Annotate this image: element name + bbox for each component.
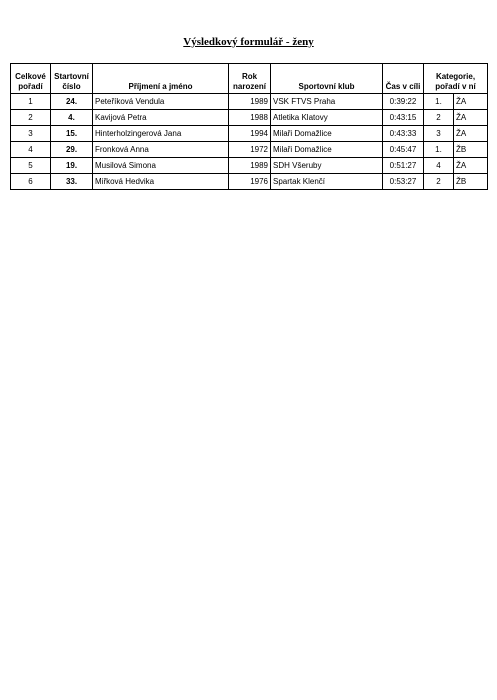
cell-finish-time: 0:43:33 <box>383 126 424 142</box>
cell-birth-year: 1994 <box>229 126 271 142</box>
cell-finish-time: 0:43:15 <box>383 110 424 126</box>
cell-birth-year: 1988 <box>229 110 271 126</box>
form-title: Výsledkový formulář - ženy <box>183 36 314 48</box>
header-row <box>11 64 488 94</box>
table-row <box>11 174 488 190</box>
cell-rank: 3 <box>11 126 51 142</box>
cell-name: Hinterholzingerová Jana <box>93 126 229 142</box>
cell-category: ŽA <box>454 94 488 110</box>
cell-rank: 1 <box>11 94 51 110</box>
cell-birth-year: 1989 <box>229 94 271 110</box>
cell-birth-year: 1976 <box>229 174 271 190</box>
header-rank: Celkové pořadí <box>11 64 51 94</box>
header-birth-year: Rok narození <box>229 64 271 94</box>
cell-start-number: 24. <box>51 94 93 110</box>
table-row <box>11 142 488 158</box>
header-start-number: Startovní číslo <box>51 64 93 94</box>
cell-category-order: 3 <box>424 126 454 142</box>
header-finish-time: Čas v cíli <box>383 64 424 94</box>
cell-start-number: 33. <box>51 174 93 190</box>
cell-name: Kavijová Petra <box>93 110 229 126</box>
cell-name: Peteříková Vendula <box>93 94 229 110</box>
table-row <box>11 110 488 126</box>
cell-category-order: 2 <box>424 110 454 126</box>
cell-category-order: 4 <box>424 158 454 174</box>
header-category: Kategorie, pořadí v ní <box>424 64 488 94</box>
cell-category: ŽB <box>454 174 488 190</box>
cell-category: ŽA <box>454 110 488 126</box>
cell-club: SDH Všeruby <box>271 158 383 174</box>
cell-birth-year: 1972 <box>229 142 271 158</box>
cell-name: Fronková Anna <box>93 142 229 158</box>
cell-category: ŽA <box>454 158 488 174</box>
header-club: Sportovní klub <box>271 64 383 94</box>
cell-name: Miřková Hedvika <box>93 174 229 190</box>
cell-finish-time: 0:53:27 <box>383 174 424 190</box>
cell-club: Milaři Domažlice <box>271 126 383 142</box>
cell-category-order: 1. <box>424 94 454 110</box>
cell-rank: 4 <box>11 142 51 158</box>
cell-name: Musilová Simona <box>93 158 229 174</box>
cell-category: ŽB <box>454 142 488 158</box>
table-row <box>11 158 488 174</box>
cell-birth-year: 1989 <box>229 158 271 174</box>
cell-finish-time: 0:39:22 <box>383 94 424 110</box>
table-row <box>11 126 488 142</box>
cell-rank: 5 <box>11 158 51 174</box>
cell-start-number: 29. <box>51 142 93 158</box>
cell-rank: 6 <box>11 174 51 190</box>
cell-finish-time: 0:51:27 <box>383 158 424 174</box>
cell-finish-time: 0:45:47 <box>383 142 424 158</box>
header-name: Příjmení a jméno <box>93 64 229 94</box>
cell-club: Spartak Klenčí <box>271 174 383 190</box>
cell-start-number: 4. <box>51 110 93 126</box>
results-table <box>10 63 488 190</box>
cell-rank: 2 <box>11 110 51 126</box>
cell-start-number: 15. <box>51 126 93 142</box>
cell-club: Atletika Klatovy <box>271 110 383 126</box>
cell-club: VSK FTVS Praha <box>271 94 383 110</box>
cell-club: Milaři Domažlice <box>271 142 383 158</box>
cell-category-order: 1. <box>424 142 454 158</box>
cell-category-order: 2 <box>424 174 454 190</box>
table-row <box>11 94 488 110</box>
cell-start-number: 19. <box>51 158 93 174</box>
cell-category: ŽA <box>454 126 488 142</box>
